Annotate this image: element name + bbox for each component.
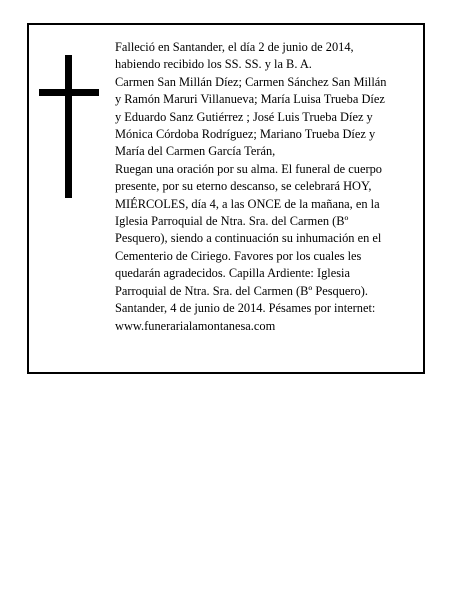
notice-line: Carmen San Millán Díez; Carmen Sánchez San Millán: [115, 74, 387, 89]
cross-vertical-bar: [65, 55, 72, 198]
notice-line: Cementerio de Ciriego. Favores por los cuales les: [115, 248, 362, 263]
notice-line: Santander, 4 de junio de 2014. Pésames por internet:: [115, 301, 376, 316]
cross-horizontal-bar: [39, 89, 99, 96]
notice-line: y Eduardo Sanz Gutiérrez ; José Luis Trueba Díez y: [115, 109, 373, 124]
obituary-notice: [27, 23, 425, 374]
notice-line: MIÉRCOLES, día 4, a las ONCE de la mañana, en la: [115, 196, 380, 211]
notice-line: habiendo recibido los SS. SS. y la B. A.: [115, 57, 312, 72]
notice-line: y Ramón Maruri Villanueva; María Luisa Trueba Díez: [115, 92, 385, 107]
notice-line: Pesquero), siendo a continuación su inhumación en el: [115, 231, 382, 246]
notice-line: Parroquial de Ntra. Sra. del Carmen (Bº Pesquero).: [115, 283, 368, 298]
website-link[interactable]: www.funerarialamontanesa.com: [115, 318, 276, 333]
notice-line: Mónica Córdoba Rodríguez; Mariano Trueba Díez y: [115, 127, 376, 142]
latin-cross-icon: [39, 55, 99, 198]
notice-line: Iglesia Parroquial de Ntra. Sra. del Carmen (Bº: [115, 214, 349, 229]
notice-line: María del Carmen García Terán,: [115, 144, 276, 159]
notice-line: Falleció en Santander, el día 2 de junio de 2014,: [115, 40, 354, 54]
notice-line: Ruegan una oración por su alma. El funeral de cuerpo: [115, 161, 382, 176]
notice-line: quedarán agradecidos. Capilla Ardiente: Iglesia: [115, 266, 350, 281]
notice-text: [115, 39, 419, 335]
notice-line: presente, por su eterno descanso, se celebrará HOY,: [115, 179, 372, 194]
